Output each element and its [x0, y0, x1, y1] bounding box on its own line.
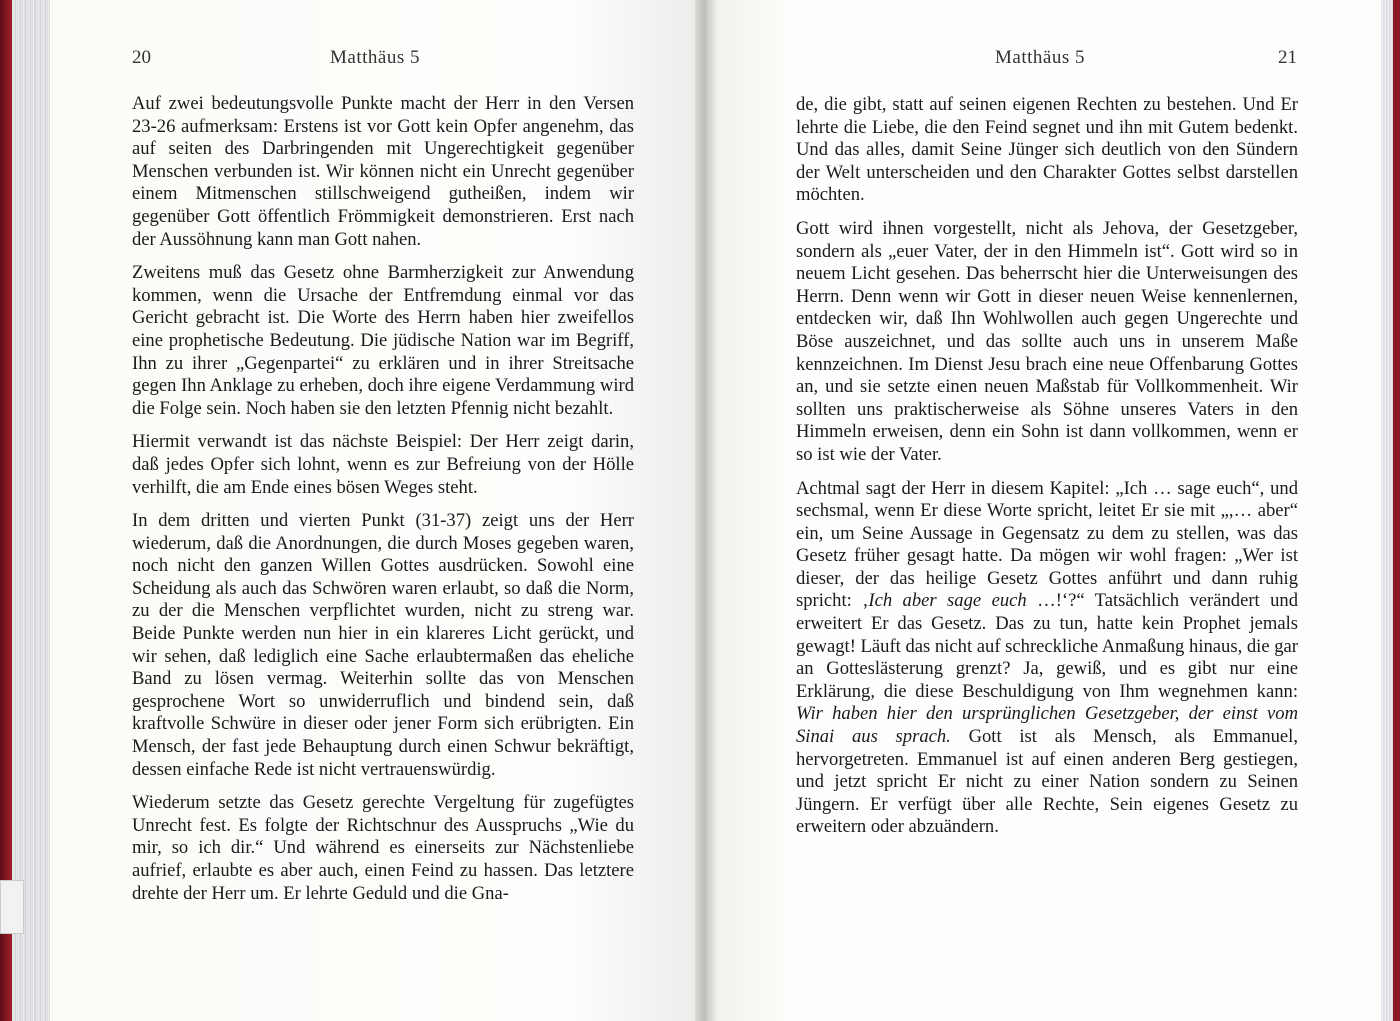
paragraph: Auf zwei bedeutungsvolle Punkte macht der Herr in den Versen 23-26 aufmerksam: Erstens ist vor Gott kein Opfer angenehm, das auf seiten des Darbringenden mit Ungerechtigkeit gegenüber Menschen verbunden ist. Wir können nicht ein Unrecht gegenüber einem Mitmenschen stillschweigend gutheißen, indem wir gegenüber Gott öffentlich Frömmigkeit demonstrieren. Erst nach der Aussöhnung kann man Gott nahen. — [132, 93, 634, 250]
book-cover-right — [1393, 0, 1400, 1021]
book-gutter — [695, 0, 717, 1021]
paragraph: de, die gibt, statt auf seinen eigenen Rechten zu bestehen. Und Er lehrte die Liebe, die den Feind segnet und ihn mit Gutem bedenkt. Und das alles, damit Seine Jünger sich deutlich von den Sündern der Welt unterscheiden und den Charakter Gottes selbst darstellen möchten. — [796, 94, 1298, 206]
italic-quote: Ich aber sage euch — [868, 590, 1027, 612]
library-sticker — [0, 880, 24, 934]
text-run: Gott ist als Mensch, als Emmanuel, hervorgetreten. Emmanuel ist auf einen anderen Berg gestiegen, und jetzt spricht Er nicht zu einer Nation sondern zu Seinen Jüngern. Er verfügt über alle Rechte, Sein eigenes Gesetz zu erweitern oder abzuändern. — [796, 726, 1298, 838]
page-edges-right — [1381, 0, 1393, 1021]
left-page-body — [132, 93, 634, 905]
italic-statement: Wir haben hier den ursprünglichen Gesetzgeber, der einst vom Sinai aus sprach. — [796, 703, 1298, 748]
paragraph: Gott wird ihnen vorgestellt, nicht als Jehova, der Gesetzgeber, sondern als „euer Vater, der in den Himmeln ist“. Gott wird so in neuem Licht gesehen. Das beherrscht hier die Unterweisungen des Herrn. Denn wenn wir Gott in dieser neuen Weise kennenlernen, entdecken wir, daß Ihn Wohlwollen auch gegen Ungerechte und Böse auszeichnet, und das sollte auch uns in unserem Maße kennzeichnen. Im Dienst Jesu brach eine neue Offenbarung Gottes an, und sie setzte einen neuen Maßstab für Vollkommenheit. Wir sollten uns praktischerweise als Söhne unseres Vaters in den Himmeln erweisen, denn ein Sohn ist dann vollkommen, wenn er so ist wie der Vater. — [796, 217, 1298, 465]
left-running-head: Matthäus 5 — [330, 47, 420, 68]
paragraph: Zweitens muß das Gesetz ohne Barmherzigkeit zur Anwendung kommen, wenn die Ursache der Entfremdung einmal vor das Gericht gebracht ist. Die Worte des Herrn haben hier zweifellos eine prophetische Bedeutung. Die jüdische Nation war im Begriff, Ihn zu ihrer „Gegenpartei“ zu erklären und in ihrer Streitsache gegen Ihn Anklage zu erheben, doch ihre eigene Verdammung wird die Folge sein. Noch haben sie den letzten Pfennig nicht bezahlt. — [132, 262, 634, 419]
paragraph: In dem dritten und vierten Punkt (31-37) zeigt uns der Herr wiederum, daß die Anordnungen, die durch Moses gegeben waren, noch nicht den ganzen Willen Gottes ausdrücken. Sowohl eine Scheidung als auch das Schwören waren erlaubt, so daß die Norm, zu der die Menschen verpflichtet wurden, nicht zu streng war. Beide Punkte werden nun hier in ein klareres Licht gerückt, und wir sehen, daß lediglich eine Sache erlaubtermaßen das eheliche Band zu lösen vermag. Weiterhin sollte das von Menschen gesprochene Wort so unwiderruflich und bindend sein, daß kraftvolle Schwüre in dieser oder jener Form sich erübrigten. Ein Mensch, der fast jede Behauptung durch einen Schwur bekräftigt, dessen einfache Rede ist nicht vertrauenswürdig. — [132, 510, 634, 780]
paragraph: Wiederum setzte das Gesetz gerechte Vergeltung für zugefügtes Unrecht fest. Es folgte der Richtschnur des Ausspruchs „Wie du mir, so ich dir.“ Und während es einerseits zur Nächstenliebe aufrief, erlaubte es aber auch, einen Feind zu hassen. Das letztere drehte der Herr um. Er lehrte Geduld und die Gna- — [132, 792, 634, 904]
book-cover-left — [0, 0, 12, 1021]
right-running-head: Matthäus 5 — [995, 47, 1085, 68]
right-page-body — [796, 94, 1298, 839]
left-page-number: 20 — [132, 47, 151, 68]
right-page-number: 21 — [1278, 47, 1297, 68]
text-run: Achtmal sagt der Herr in diesem Kapitel: „Ich … sage euch“, und sechsmal, wenn Er diese Worte spricht, leitet Er sie mit „,… aber“ ein, um Seine Aussage in Gegensatz zu dem zu stellen, was das Gesetz früher gesagt hatte. Da mögen wir wohl fragen: „Wer ist dieser, der das heilige Gesetz Gottes anführt und dann ruhig spricht: ‚ — [796, 477, 1298, 612]
text-run: …!‘?“ Tatsächlich verändert und erweitert Er das Gesetz. Das zu tun, hatte kein Prophet jemals gewagt! Läuft das nicht auf schreckliche Anmaßung hinaus, die gar an Gotteslästerung grenzt? Ja, gewiß, und es gibt nur eine Erklärung, die diese Beschuldigung von Ihm wegnehmen kann: — [796, 590, 1298, 702]
paragraph — [796, 478, 1298, 840]
page-edges-left — [12, 0, 50, 1021]
paragraph: Hiermit verwandt ist das nächste Beispiel: Der Herr zeigt darin, daß jedes Opfer sich lohnt, wenn es zur Befreiung von der Hölle verhilft, die am Ende eines bösen Weges steht. — [132, 431, 634, 498]
